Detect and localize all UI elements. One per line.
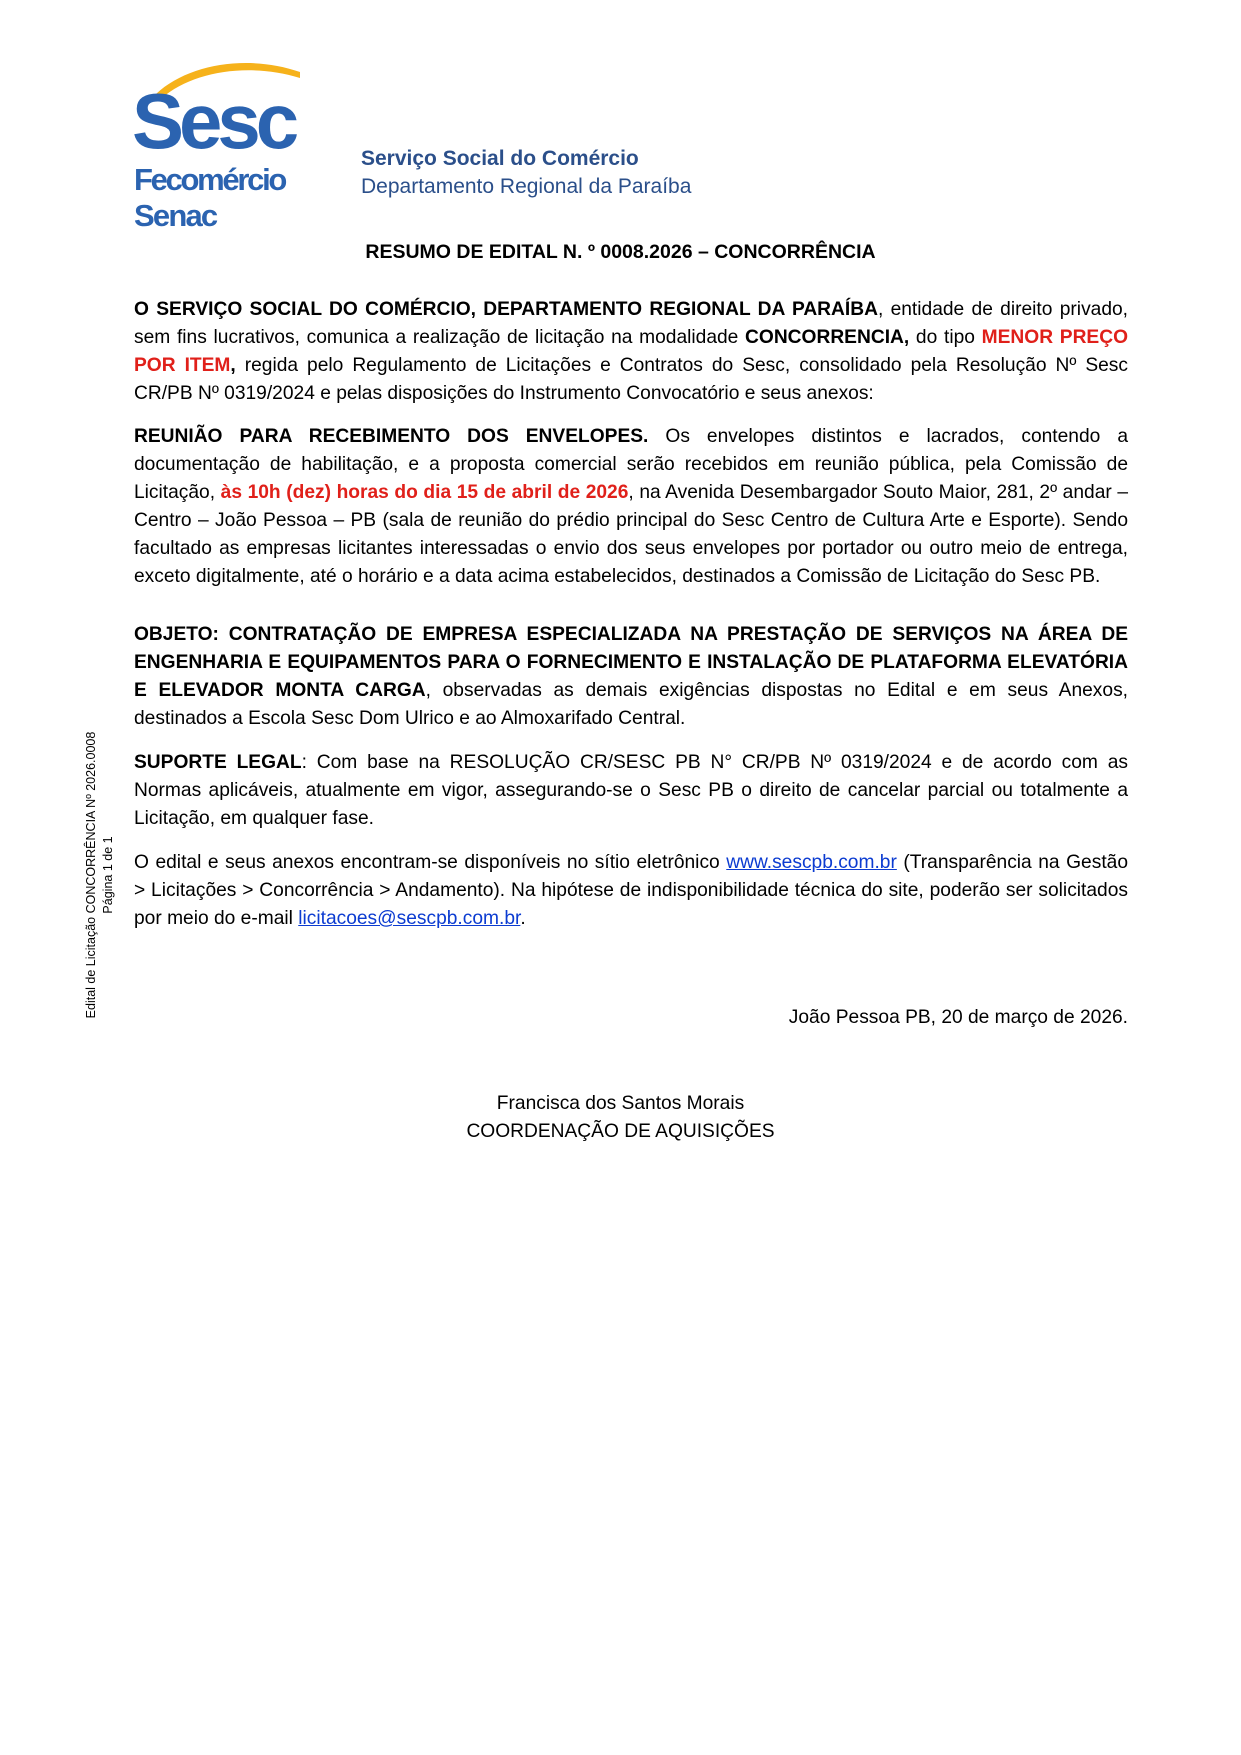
- email-link[interactable]: licitacoes@sescpb.com.br: [298, 908, 521, 929]
- paragraph-object: [134, 621, 1128, 733]
- intro-text-3: regida pelo Regulamento de Licitações e Contratos do Sesc, consolidado pela Resolução Nº Sesc CR/PB Nº 0319/2024 e pelas disposições do Instrumento Convocatório e seus anexos:: [134, 355, 1128, 404]
- website-link[interactable]: www.sescpb.com.br: [726, 852, 897, 873]
- availability-text: O edital e seus anexos encontram-se disponíveis no sítio eletrônico: [134, 852, 727, 873]
- logo-senac-text: Senac: [134, 198, 217, 233]
- side-note-edital: Edital de Licitação CONCORRÊNCIA Nº 2026.0008: [84, 731, 98, 1019]
- organization-name: Serviço Social do Comércio: [361, 147, 639, 170]
- availability-text-2: (Transparência na Gestão > Licitações > Concorrência > Andamento). Na hipótese de indisponibilidade técnica do site, poderão ser solicitados por meio do e-mail: [134, 852, 1128, 929]
- meeting-text-2: , na Avenida Desembargador Souto Maior, 281, 2º andar – Centro – João Pessoa – PB (sala de reunião do prédio principal do Sesc Centro de Cultura Arte e Esporte). Sendo facultado as empresas licitantes interessadas o envio dos seus envelopes por portador ou outro meio de entrega, exceto digitalmente, até o horário e a data acima estabelecidos, destinados a Comissão de Licitação do Sesc PB.: [134, 482, 1129, 587]
- legal-lead: SUPORTE LEGAL: [134, 752, 302, 773]
- paragraph-meeting: [134, 423, 1128, 591]
- availability-text-3: .: [520, 908, 526, 929]
- side-note-page: Página 1 de 1: [101, 836, 115, 914]
- meeting-text: Os envelopes distintos e lacrados, contendo a documentação de habilitação, e a proposta comercial serão recebidos em reunião pública, pela Comissão de Licitação,: [134, 426, 1128, 503]
- intro-lead: O SERVIÇO SOCIAL DO COMÉRCIO, DEPARTAMENTO REGIONAL DA PARAÍBA: [134, 299, 878, 320]
- signatory-name: Francisca dos Santos Morais: [496, 1093, 745, 1114]
- signature-block: [0, 1090, 1241, 1146]
- legal-text: : Com base na RESOLUÇÃO CR/SESC PB N° CR/PB Nº 0319/2024 e de acordo com as Normas aplicáveis, atualmente em vigor, assegurando-se o Sesc PB o direito de cancelar parcial ou totalmente a Licitação, em qualquer fase.: [134, 752, 1128, 829]
- sesc-logo: [128, 56, 308, 236]
- organization-header: [361, 145, 691, 201]
- paragraph-availability: [134, 849, 1128, 933]
- object-text: , observadas as demais exigências dispostas no Edital e em seus Anexos, destinados a Escola Sesc Dom Ulrico e ao Almoxarifado Central.: [134, 680, 1129, 729]
- date-line: João Pessoa PB, 20 de março de 2026.: [788, 1007, 1128, 1028]
- intro-tipo: MENOR PREÇO POR ITEM: [134, 327, 1129, 376]
- intro-modalidade: CONCORRENCIA,: [745, 327, 910, 348]
- meeting-lead: REUNIÃO PARA RECEBIMENTO DOS ENVELOPES.: [134, 426, 649, 447]
- paragraph-legal: [134, 749, 1128, 833]
- meeting-datetime: às 10h (dez) horas do dia 15 de abril de 2026: [220, 482, 629, 503]
- intro-comma: ,: [230, 355, 236, 376]
- paragraph-intro: [134, 296, 1128, 408]
- organization-department: Departamento Regional da Paraíba: [361, 175, 692, 198]
- logo-sesc-text: Sesc: [132, 77, 295, 165]
- side-note: [83, 685, 117, 1065]
- signatory-role: COORDENAÇÃO DE AQUISIÇÕES: [466, 1121, 775, 1142]
- intro-text-2: do tipo: [909, 327, 982, 348]
- logo-fecomercio-text: Fecomércio: [134, 162, 286, 197]
- document-title: RESUMO DE EDITAL N. º 0008.2026 – CONCORRÊNCIA: [365, 241, 876, 263]
- document-body: [134, 296, 1128, 933]
- object-lead: OBJETO: CONTRATAÇÃO DE EMPRESA ESPECIALIZADA NA PRESTAÇÃO DE SERVIÇOS NA ÁREA DE ENGENHARIA E EQUIPAMENTOS PARA O FORNECIMENTO E INSTALAÇÃO DE PLATAFORMA ELEVATÓRIA E ELEVADOR MONTA CARGA: [134, 624, 1128, 701]
- intro-text: , entidade de direito privado, sem fins lucrativos, comunica a realização de licitação na modalidade: [134, 299, 1129, 348]
